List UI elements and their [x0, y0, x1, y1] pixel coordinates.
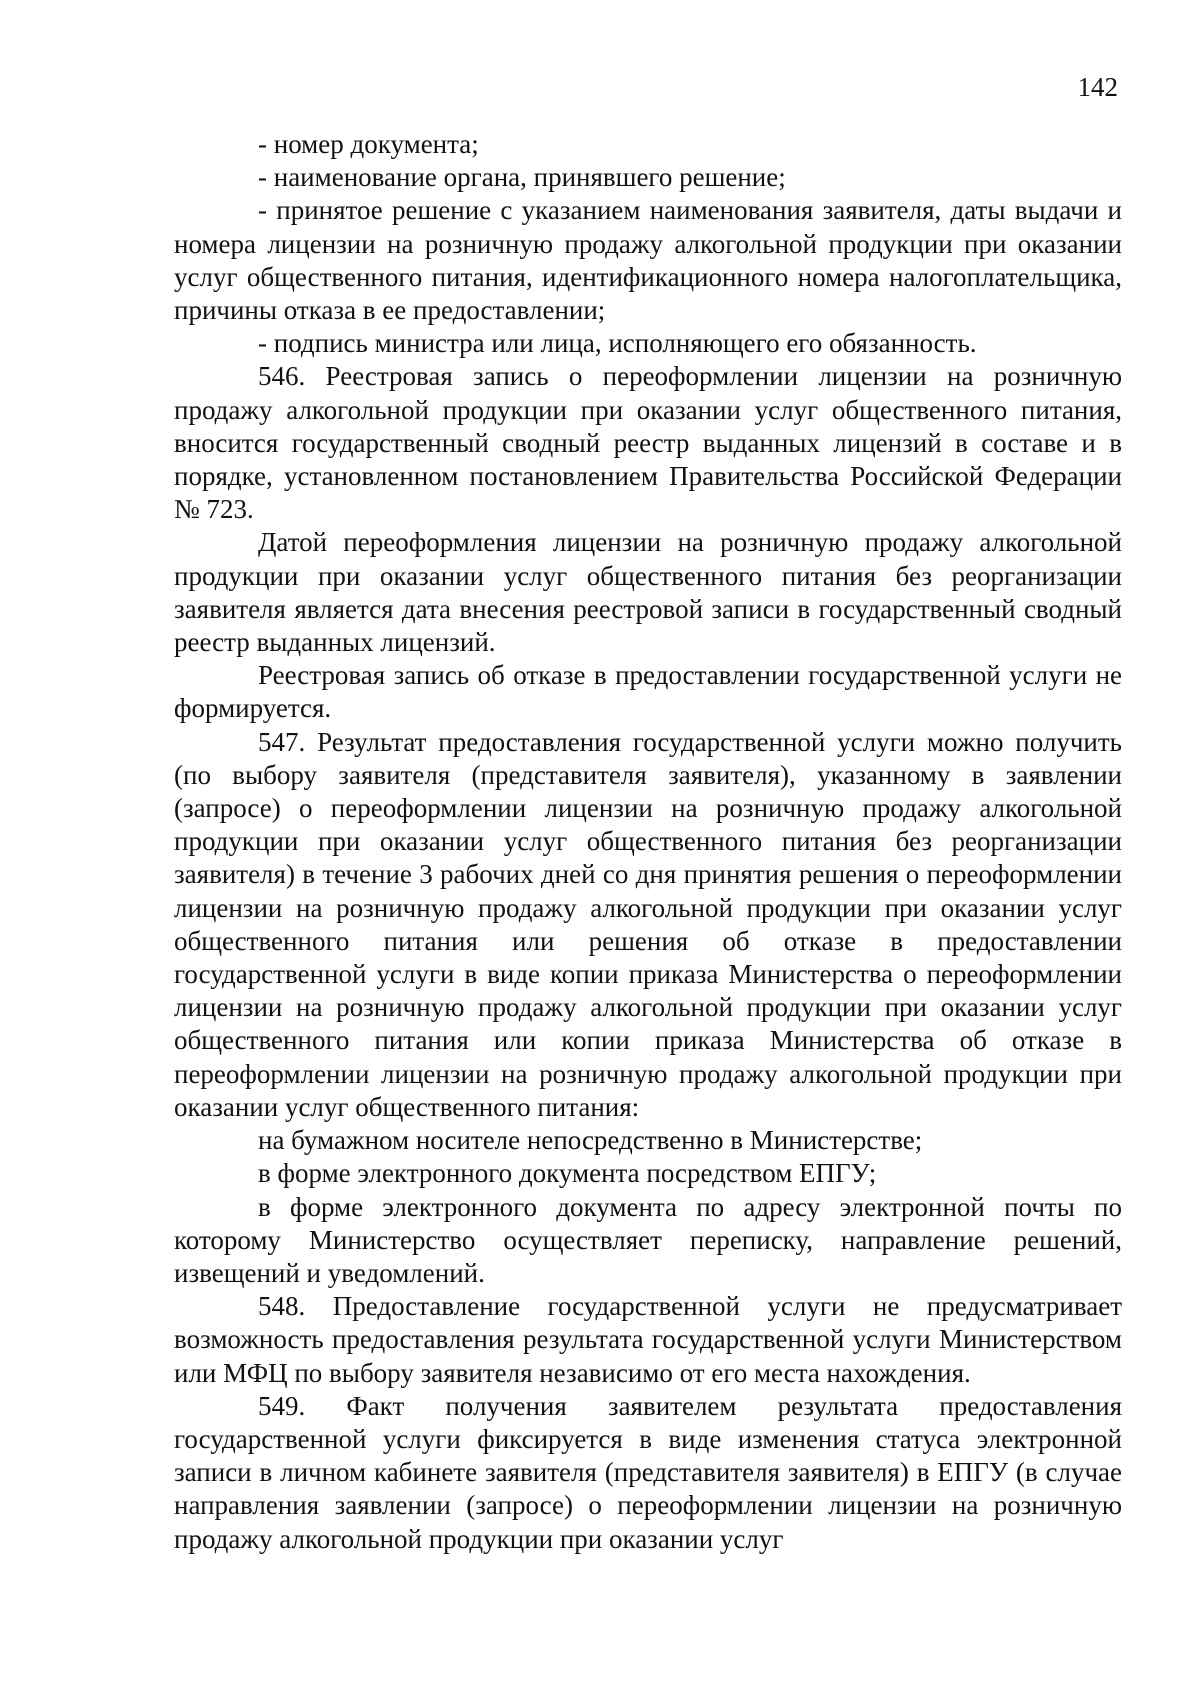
paragraph-549: 549. Факт получения заявителем результата предоставления государственной услуги фиксируется в виде изменения статуса электронной записи в личном кабинете заявителя (представителя заявителя) в ЕПГУ (в случае направления заявлении (запросе) о переоформлении лицензии на розничную продажу алкогольной продукции при оказании услуг: [174, 1390, 1122, 1554]
paragraph-547: 547. Результат предоставления государственной услуги можно получить (по выбору заявителя (представителя заявителя), указанному в заявлении (запросе) о переоформлении лицензии на розничную продажу алкогольной продукции при оказании услуг общественного питания без реорганизации заявителя) в течение 3 рабочих дней со дня принятия решения о переоформлении лицензии на розничную продажу алкогольной продукции при оказании услуг общественного питания или решения об отказе в предоставлении государственной услуги в виде копии приказа Министерства о переоформлении лицензии на розничную продажу алкогольной продукции при оказании услуг общественного питания или копии приказа Министерства об отказе в переоформлении лицензии на розничную продажу алкогольной продукции при оказании услуг общественного питания:: [174, 726, 1122, 1122]
paragraph-signature: - подпись министра или лица, исполняющего его обязанность.: [258, 328, 977, 359]
paragraph-email-delivery: в форме электронного документа по адресу электронной почты по которому Министерство осуществляет переписку, направление решений, извещений и уведомлений.: [174, 1191, 1122, 1288]
page-number: 142: [1077, 72, 1118, 102]
paragraph-authority-name: - наименование органа, принявшего решение;: [258, 162, 786, 193]
paragraph-epgu-delivery: в форме электронного документа посредством ЕПГУ;: [258, 1158, 877, 1189]
paragraph-document-number: - номер документа;: [258, 129, 479, 159]
paragraph-paper-delivery: на бумажном носителе непосредственно в Министерстве;: [258, 1125, 923, 1156]
paragraph-refusal-record: Реестровая запись об отказе в предоставлении государственной услуги не формируется.: [174, 660, 1122, 724]
paragraph-548: 548. Предоставление государственной услуги не предусматривает возможность предоставления результата государственной услуги Министерством или МФЦ по выбору заявителя независимо от его места нахождения.: [174, 1291, 1122, 1388]
paragraph-reissue-date: Датой переоформления лицензии на розничную продажу алкогольной продукции при оказании услуг общественного питания без реорганизации заявителя является дата внесения реестровой записи в государственный сводный реестр выданных лицензий.: [174, 527, 1122, 658]
document-body: [174, 128, 1122, 1556]
paragraph-546: 546. Реестровая запись о переоформлении лицензии на розничную продажу алкогольной продукции при оказании услуг общественного питания, вносится государственный сводный реестр выданных лицензий в составе и в порядке, установленном постановлением Правительства Российской Федерации № 723.: [174, 361, 1122, 525]
paragraph-decision-details: - принятое решение с указанием наименования заявителя, даты выдачи и номера лицензии на розничную продажу алкогольной продукции при оказании услуг общественного питания, идентификационного номера налогоплательщика, причины отказа в ее предоставлении;: [174, 195, 1122, 326]
